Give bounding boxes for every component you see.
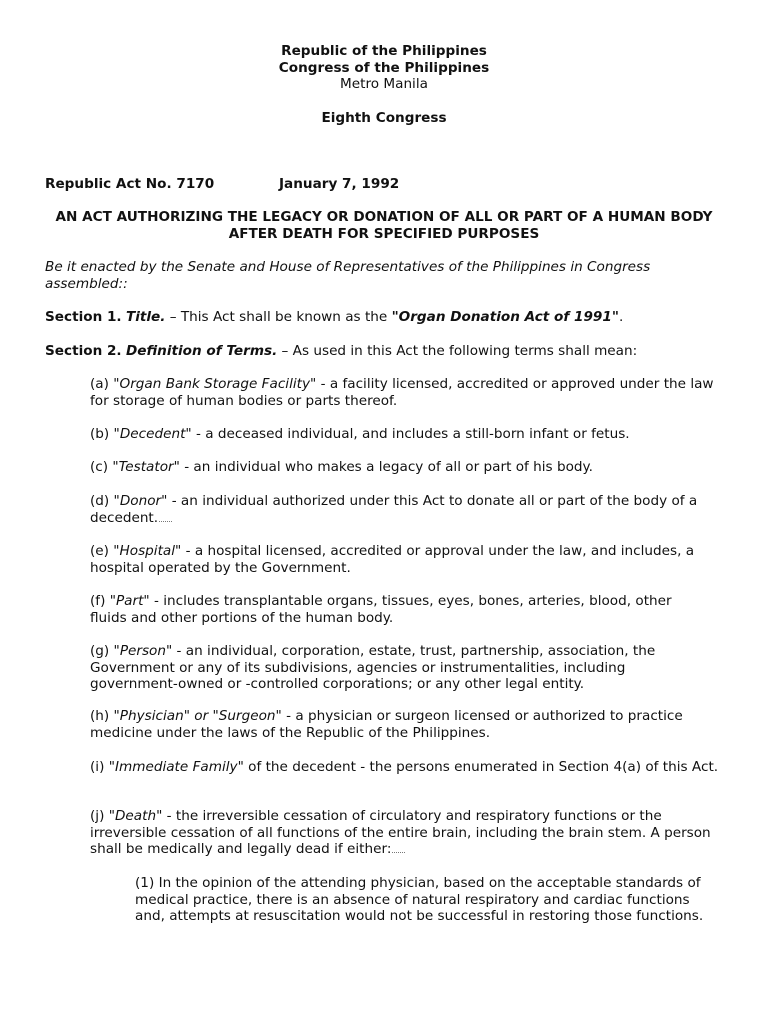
definition-i	[90, 759, 720, 776]
definition-prefix: (e) "	[90, 543, 120, 559]
subclause-1: (1) In the opinion of the attending physician, based on the acceptable standards of medical practice, there is an absence of natural respiratory and cardiac functions and, attempts at resuscitation would not be successful in restoring those functions.	[135, 875, 704, 924]
header-congress: Congress of the Philippines	[278, 60, 490, 76]
definition-text: " - an individual, corporation, estate, trust, partnership, association, the Government or any of its subdivisions, agencies or instrumentalities, including government-owned or -controlled corporations; or any other legal entity.	[90, 643, 656, 692]
definition-d	[90, 493, 720, 526]
definition-text: " - a deceased individual, and includes a still-born infant or fetus.	[185, 426, 630, 442]
definition-text: " - a facility licensed, accredited or approved under the law for storage of human bodies or parts thereof.	[90, 376, 714, 409]
act-title-line1: AN ACT AUTHORIZING THE LEGACY OR DONATION OF ALL OR PART OF A HUMAN BODY	[55, 209, 713, 225]
definition-term: Person	[119, 643, 166, 659]
definition-prefix: (b) "	[90, 426, 120, 442]
section-2-heading: Definition of Terms.	[125, 343, 278, 359]
definition-term: Decedent	[119, 426, 186, 442]
definition-prefix: (j) "	[90, 808, 115, 824]
section-1-label: Section 1.	[45, 309, 122, 325]
act-date: January 7, 1992	[279, 176, 400, 192]
section-1-text: – This Act shall be known as the	[165, 309, 392, 325]
definition-term: Donor	[119, 493, 162, 509]
definition-text: " of the decedent - the persons enumerated in Section 4(a) of this Act.	[237, 759, 719, 775]
header-location: Metro Manila	[340, 76, 428, 92]
definition-h	[90, 708, 720, 741]
section-1-heading: Title.	[125, 309, 166, 325]
definition-text: " - the irreversible cessation of circulatory and respiratory functions or the irreversible cessation of all functions of the entire brain, including the brain stem. A person shall be medically and legally dead if either:	[90, 808, 711, 857]
act-number: Republic Act No. 7170	[45, 176, 215, 192]
definition-prefix: (g) "	[90, 643, 120, 659]
definition-prefix: (f) "	[90, 593, 116, 609]
definition-prefix: (d) "	[90, 493, 120, 509]
enacting-clause: Be it enacted by the Senate and House of Representatives of the Philippines in Congress assembled::	[45, 259, 651, 292]
act-title-line2: AFTER DEATH FOR SPECIFIED PURPOSES	[228, 226, 540, 242]
definition-text: " - a hospital licensed, accredited or approval under the law, and includes, a hospital operated by the Government.	[90, 543, 695, 576]
definition-j	[90, 808, 726, 858]
section-2	[45, 343, 735, 360]
definition-term: Physician" or "Surgeon	[119, 708, 276, 724]
definition-term: Organ Bank Storage Facility	[119, 376, 311, 392]
definition-prefix: (h) "	[90, 708, 120, 724]
definition-b	[90, 426, 730, 443]
definition-c	[90, 459, 730, 476]
editor-mark-icon	[159, 515, 172, 522]
section-2-text: – As used in this Act the following terms shall mean:	[277, 343, 638, 359]
definition-prefix: (c) "	[90, 459, 119, 475]
editor-mark-icon	[392, 846, 405, 853]
definition-text: " - an individual who makes a legacy of all or part of his body.	[173, 459, 593, 475]
definition-a	[90, 376, 730, 409]
definition-term: Immediate Family	[114, 759, 238, 775]
section-1	[45, 309, 735, 326]
definition-text: " - an individual authorized under this Act to donate all or part of the body of a decedent.	[90, 493, 698, 526]
section-1-end: .	[618, 309, 624, 325]
section-2-label: Section 2.	[45, 343, 122, 359]
definition-term: Death	[114, 808, 157, 824]
definition-e	[90, 543, 720, 576]
definition-prefix: (a) "	[90, 376, 120, 392]
definition-text: " - includes transplantable organs, tissues, eyes, bones, arteries, blood, other fluids and other portions of the human body.	[90, 593, 672, 626]
definition-term: Part	[115, 593, 144, 609]
definition-term: Testator	[118, 459, 174, 475]
definition-term: Hospital	[119, 543, 176, 559]
section-1-act-name: "Organ Donation Act of 1991"	[391, 309, 619, 325]
header-republic: Republic of the Philippines	[281, 43, 487, 59]
definition-g	[90, 643, 690, 693]
definition-prefix: (i) "	[90, 759, 115, 775]
header-eighth-congress: Eighth Congress	[321, 110, 447, 126]
definition-text: " - a physician or surgeon licensed or authorized to practice medicine under the laws of the Republic of the Philippines.	[90, 708, 683, 741]
definition-f	[90, 593, 700, 626]
